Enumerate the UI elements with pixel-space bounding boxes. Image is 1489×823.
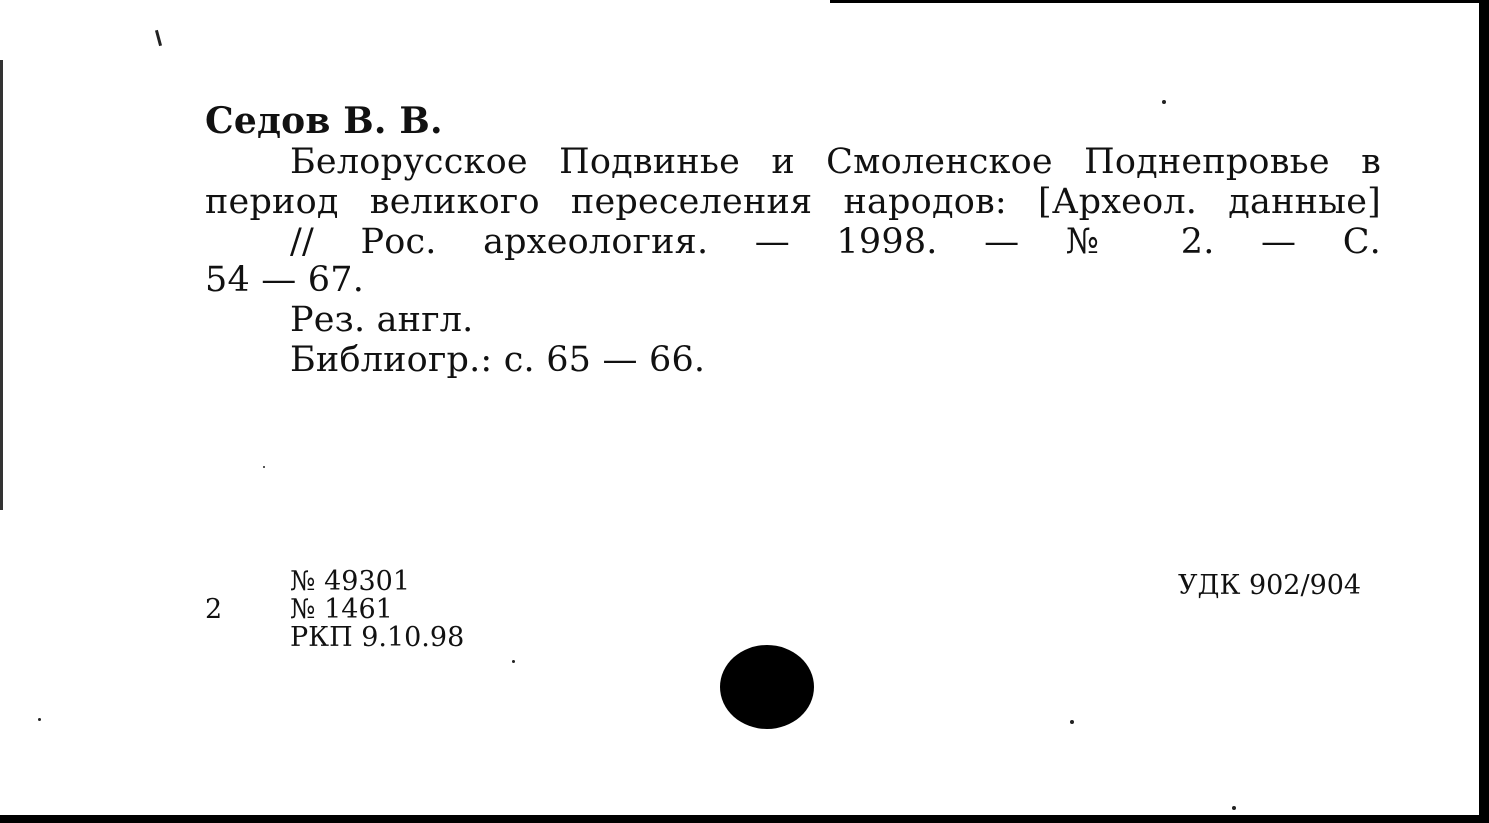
bibliography-note: Библиогр.: с. 65 — 66.	[290, 340, 706, 380]
title-line-1: Белорусское Подвинье и Смоленское Поднепровье в	[290, 142, 1381, 182]
card-edge-top	[830, 0, 1489, 3]
udc-code: УДК 902/904	[1178, 570, 1362, 601]
card-edge-left	[0, 60, 3, 510]
scan-speck	[263, 466, 265, 468]
registry-number-1: № 49301	[290, 566, 411, 597]
copy-number: 2	[205, 594, 223, 625]
title-line-4: 54 — 67.	[205, 260, 365, 300]
scan-speck	[1070, 720, 1074, 724]
card-edge-bottom	[0, 815, 1489, 823]
registry-date: РКП 9.10.98	[290, 622, 465, 653]
author-name: Седов В. В.	[205, 100, 443, 142]
registry-number-2: № 1461	[290, 594, 393, 625]
title-line-3: // Рос. археология. — 1998. — № 2. — С.	[290, 222, 1381, 262]
title-line-2: период великого переселения народов: [Археол. данные]	[205, 182, 1381, 222]
scan-speck	[512, 660, 515, 663]
summary-note: Рез. англ.	[290, 300, 474, 340]
scan-speck	[1232, 806, 1236, 810]
scan-mark	[155, 30, 162, 46]
card-edge-right	[1479, 0, 1489, 823]
scan-speck	[38, 718, 41, 721]
scan-speck	[1162, 100, 1166, 104]
punch-hole	[720, 645, 814, 729]
